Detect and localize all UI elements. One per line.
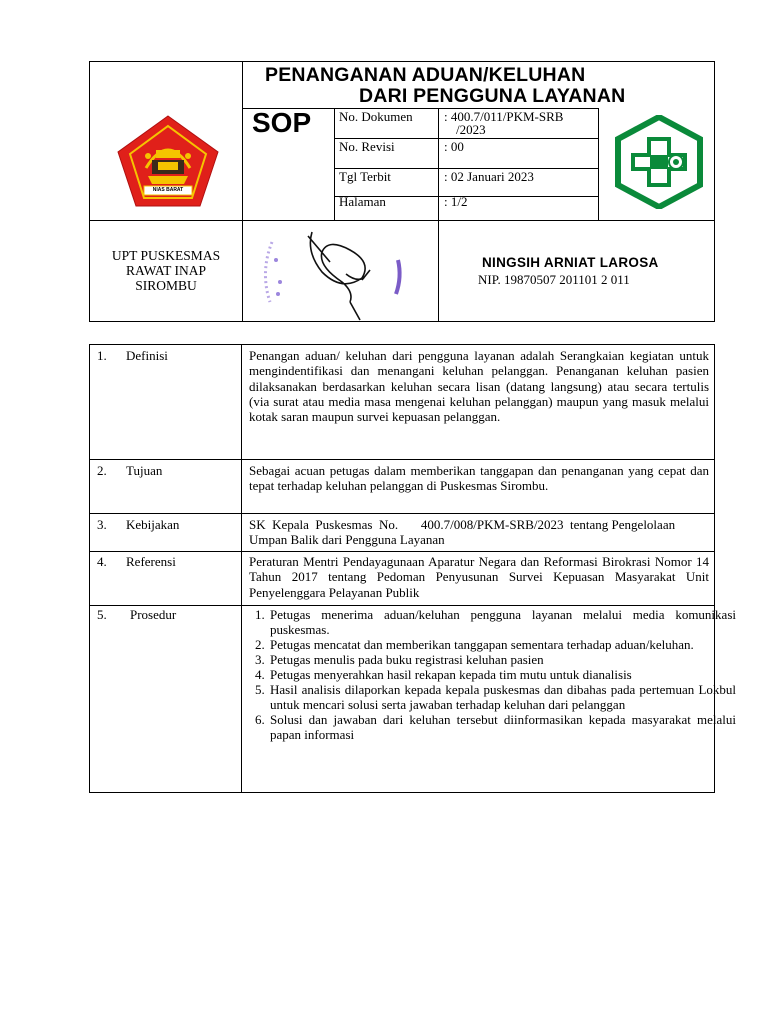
- section-label-prosedur: Prosedur: [130, 607, 177, 622]
- institution-line: SIROMBU: [135, 278, 197, 293]
- section-text-referensi: Peraturan Mentri Pendayagunaan Aparatur Negara dan Reformasi Birokrasi Nomor 14 Tahun 2017 tentang Pedoman Penyusunan Survei Kepuasan Masyarakat Unit Penyelenggara Pelayanan Publik: [249, 554, 709, 600]
- sop-label: SOP: [252, 107, 312, 138]
- procedure-step: 5. Hasil analisis dilaporkan kepada kepala puskesmas dan dibahas pada pertemuan Lokbul untuk mencari solusi serta jawaban terhadap keluhan dari pelanggan: [268, 682, 736, 712]
- divider: [334, 108, 335, 220]
- procedure-step: 1. Petugas menerima aduan/keluhan pengguna layanan melalui media komunikasi puskesmas.: [268, 607, 736, 637]
- puskesmas-logo: [614, 115, 704, 209]
- divider: [438, 108, 439, 321]
- section-text-tujuan: Sebagai acuan petugas dalam memberikan tanggapan dan penanganan yang cepat dan tepat terhadap keluhan pelanggan di Puskesmas Sirombu.: [249, 463, 709, 494]
- section-label-tujuan: Tujuan: [126, 463, 163, 478]
- divider: [598, 108, 599, 220]
- procedure-list: [242, 607, 736, 742]
- procedure-step: 6. Solusi dan jawaban dari keluhan tersebut diinformasikan kepada masyarakat melalui papan informasi: [268, 712, 736, 742]
- section-label-definisi: Definisi: [126, 348, 168, 363]
- meta-value-document-number-year: /2023: [456, 122, 486, 137]
- section-label-kebijakan: Kebijakan: [126, 517, 180, 532]
- section-number: 3.: [97, 517, 107, 532]
- document-header: [89, 61, 715, 322]
- section-label-referensi: Referensi: [126, 554, 176, 569]
- meta-label-issue-date: Tgl Terbit: [339, 169, 391, 184]
- procedure-step: 3. Petugas menulis pada buku registrasi keluhan pasien: [268, 652, 736, 667]
- divider: [90, 220, 715, 221]
- section-number: 2.: [97, 463, 107, 478]
- meta-value-document-number: : 400.7/011/PKM-SRB: [444, 109, 564, 124]
- divider: [90, 459, 715, 460]
- signature-stamp: [250, 222, 410, 322]
- divider: [90, 513, 715, 514]
- divider: [242, 62, 243, 322]
- regional-emblem-logo: [114, 112, 222, 208]
- section-number: 1.: [97, 348, 107, 363]
- emblem-ribbon-text: NIAS BARAT: [152, 187, 184, 193]
- sop-content-table: [89, 344, 736, 793]
- institution-line: RAWAT INAP: [125, 263, 207, 278]
- divider: [90, 605, 715, 606]
- section-number: 5.: [97, 607, 107, 622]
- section-text-kebijakan: SK Kepala Puskesmas No. 400.7/008/PKM-SRB/2023 tentang Pengelolaan Umpan Balik dari Pengguna Layanan: [249, 517, 679, 548]
- procedure-step: 4. Petugas menyerahkan hasil rekapan kepada tim mutu untuk dianalisis: [268, 667, 736, 682]
- section-number: 4.: [97, 554, 107, 569]
- document-title-line2: DARI PENGGUNA LAYANAN: [359, 85, 626, 107]
- section-text-definisi: Penangan aduan/ keluhan dari pengguna layanan adalah Serangkaian kegiatan untuk mengindentifikasi dan menangani keluhan pelanggan. Penanganan keluhan pasien dilaksanakan berdasarkan keluhan secara lisan (datang langsung) atau secara tertulis (via surat atau media masa mengenai keluhan pelanggan) maupun yang masuk melalui kotak saran maupun survei kepuasan pelanggan.: [249, 348, 709, 425]
- institution-name: [90, 248, 242, 293]
- meta-value-issue-date: : 02 Januari 2023: [444, 169, 534, 184]
- signer-nip: NIP. 19870507 201101 2 011: [478, 272, 630, 287]
- meta-value-revision: : 00: [444, 139, 464, 154]
- meta-label-document-number: No. Dokumen: [339, 109, 413, 124]
- document-title-line1: PENANGANAN ADUAN/KELUHAN: [265, 64, 586, 86]
- divider: [90, 551, 715, 552]
- meta-label-revision: No. Revisi: [339, 139, 395, 154]
- procedure-step: 2. Petugas mencatat dan memberikan tanggapan sementara terhadap aduan/keluhan.: [268, 637, 736, 652]
- meta-label-page: Halaman: [339, 194, 386, 209]
- institution-line: UPT PUSKESMAS: [111, 248, 221, 263]
- signer-name: NINGSIH ARNIAT LAROSA: [482, 255, 659, 270]
- meta-value-page: : 1/2: [444, 194, 468, 209]
